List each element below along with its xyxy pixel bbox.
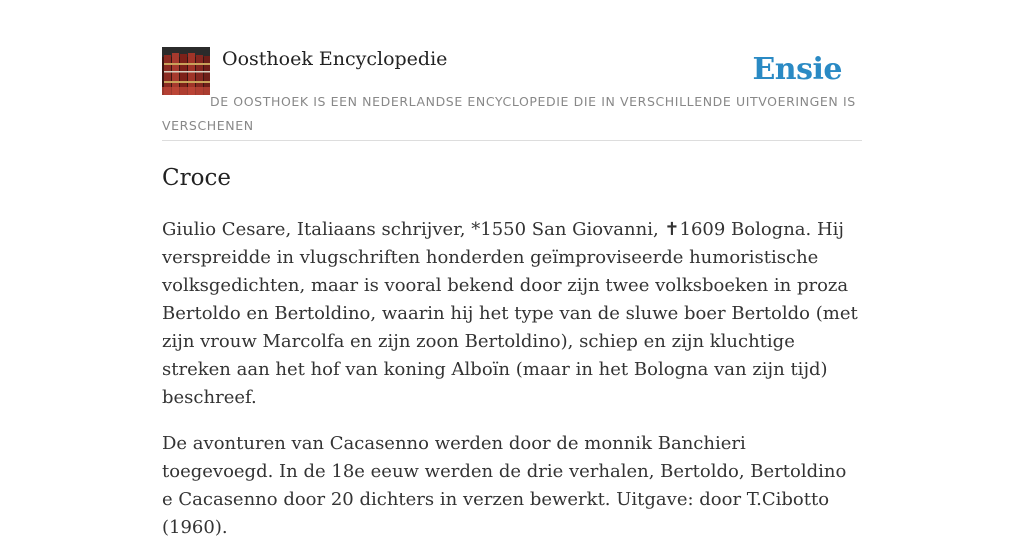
entry-paragraph: Giulio Cesare, Italiaans schrijver, *1550 San Giovanni, ✝1609 Bologna. Hij verspreidde in vlugschriften honderden geïmproviseerde humoristische volksgedichten, maar is vooral bekend door zijn twee volksboeken in proza Bertoldo en Bertoldino, waarin hij het type van de sluwe boer Bertoldo (met zijn vrouw Marcolfa en zijn zoon Bertoldino), schiep en zijn kluchtige streken aan het hof van koning Alboïn (maar in het Bologna van zijn tijd) beschreef. — [162, 219, 858, 408]
entry-body — [162, 216, 862, 560]
source-title[interactable]: Oosthoek Encyclopedie — [222, 48, 448, 70]
entry-paragraph: De avonturen van Cacasenno werden door de monnik Banchieri toegevoegd. In de 18e eeuw werden de drie verhalen, Bertoldo, Bertoldino e Cacasenno door 20 dichters in verzen bewerkt. Uitgave: door T.Cibotto (1960). — [162, 433, 847, 538]
source-avatar[interactable] — [162, 47, 210, 95]
source-description: DE OOSTHOEK IS EEN NEDERLANDSE ENCYCLOPEDIE DIE IN VERSCHILLENDE UITVOERINGEN IS VERSCHENEN — [162, 94, 856, 133]
brand-logo[interactable]: Ensie — [752, 52, 842, 87]
entry-title: Croce — [162, 165, 231, 191]
source-header — [162, 46, 862, 141]
book-spines-icon — [162, 47, 210, 95]
